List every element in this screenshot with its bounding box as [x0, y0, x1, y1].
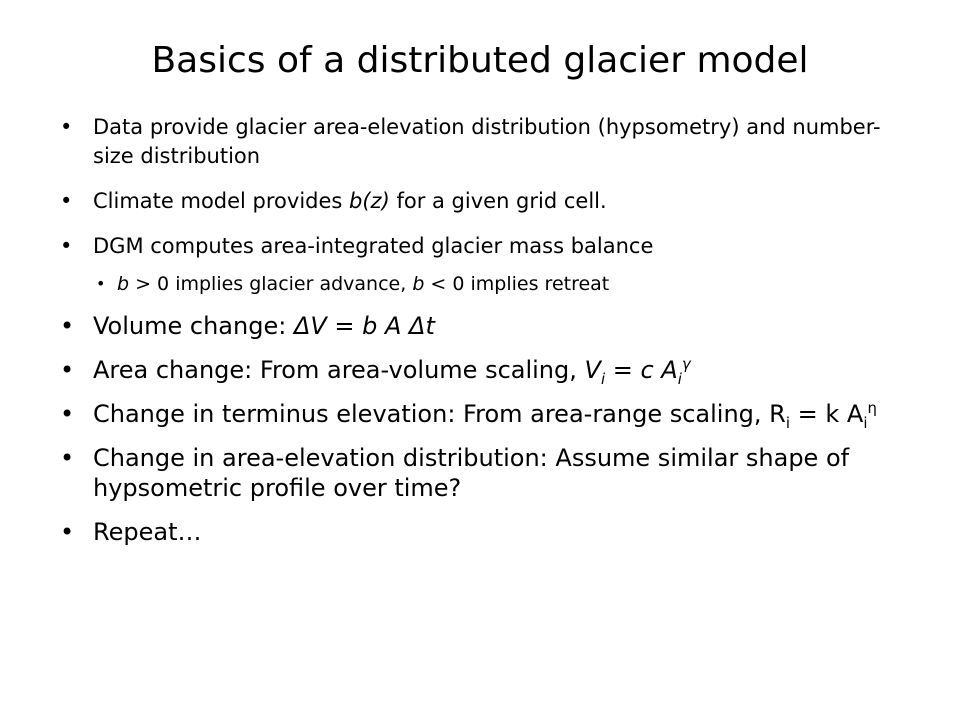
- bullet-text: Data provide glacier area-elevation distribution (hypsometry) and number-size distribution: [93, 115, 881, 168]
- bullet-climate-model: [58, 187, 918, 216]
- slide-title: Basics of a distributed glacier model: [151, 40, 809, 81]
- bullet-text: DGM computes area-integrated glacier mass balance: [93, 234, 654, 258]
- bullet-data-hypsometry: [58, 113, 918, 171]
- b-italic: b: [117, 273, 130, 295]
- formula-cA: = c A: [605, 356, 678, 384]
- bullet-text: Change in area-elevation distribution: Assume similar shape of hypsometric profile over time?: [93, 444, 850, 502]
- bullet-dgm: [58, 232, 918, 261]
- formula-kA: = k A: [790, 400, 864, 428]
- bullet-text: Area change: From area-volume scaling,: [93, 356, 585, 384]
- superscript-gamma: γ: [681, 355, 691, 373]
- bullet-terminus-elevation: [58, 399, 918, 432]
- subscript-i: i: [677, 369, 682, 388]
- bullet-text: Repeat…: [93, 518, 202, 546]
- bullet-repeat: [58, 517, 918, 547]
- bullet-list: [58, 113, 918, 561]
- bullet-volume-change: [58, 311, 918, 341]
- bullet-area-change: [58, 355, 918, 388]
- subscript-i: i: [785, 413, 790, 432]
- subscript-i: i: [863, 413, 868, 432]
- bz-italic: b(z): [349, 189, 390, 213]
- bullet-text: Climate model provides: [93, 189, 350, 213]
- b-italic: b: [412, 273, 425, 295]
- volume-formula: ΔV = b A Δt: [293, 312, 435, 340]
- formula-v: V: [584, 356, 601, 384]
- bullet-text: Volume change:: [93, 312, 294, 340]
- sub-bullet-advance-retreat: [96, 271, 918, 297]
- bullet-text: > 0 implies glacier advance,: [129, 273, 413, 295]
- formula-r: R: [769, 400, 786, 428]
- superscript-eta: η: [867, 399, 877, 417]
- bullet-text: < 0 implies retreat: [424, 273, 610, 295]
- bullet-area-elevation-distribution: [58, 443, 918, 503]
- subscript-i: i: [600, 369, 606, 388]
- bullet-text: for a given grid cell.: [389, 189, 607, 213]
- bullet-text: Change in terminus elevation: From area-range scaling,: [93, 400, 770, 428]
